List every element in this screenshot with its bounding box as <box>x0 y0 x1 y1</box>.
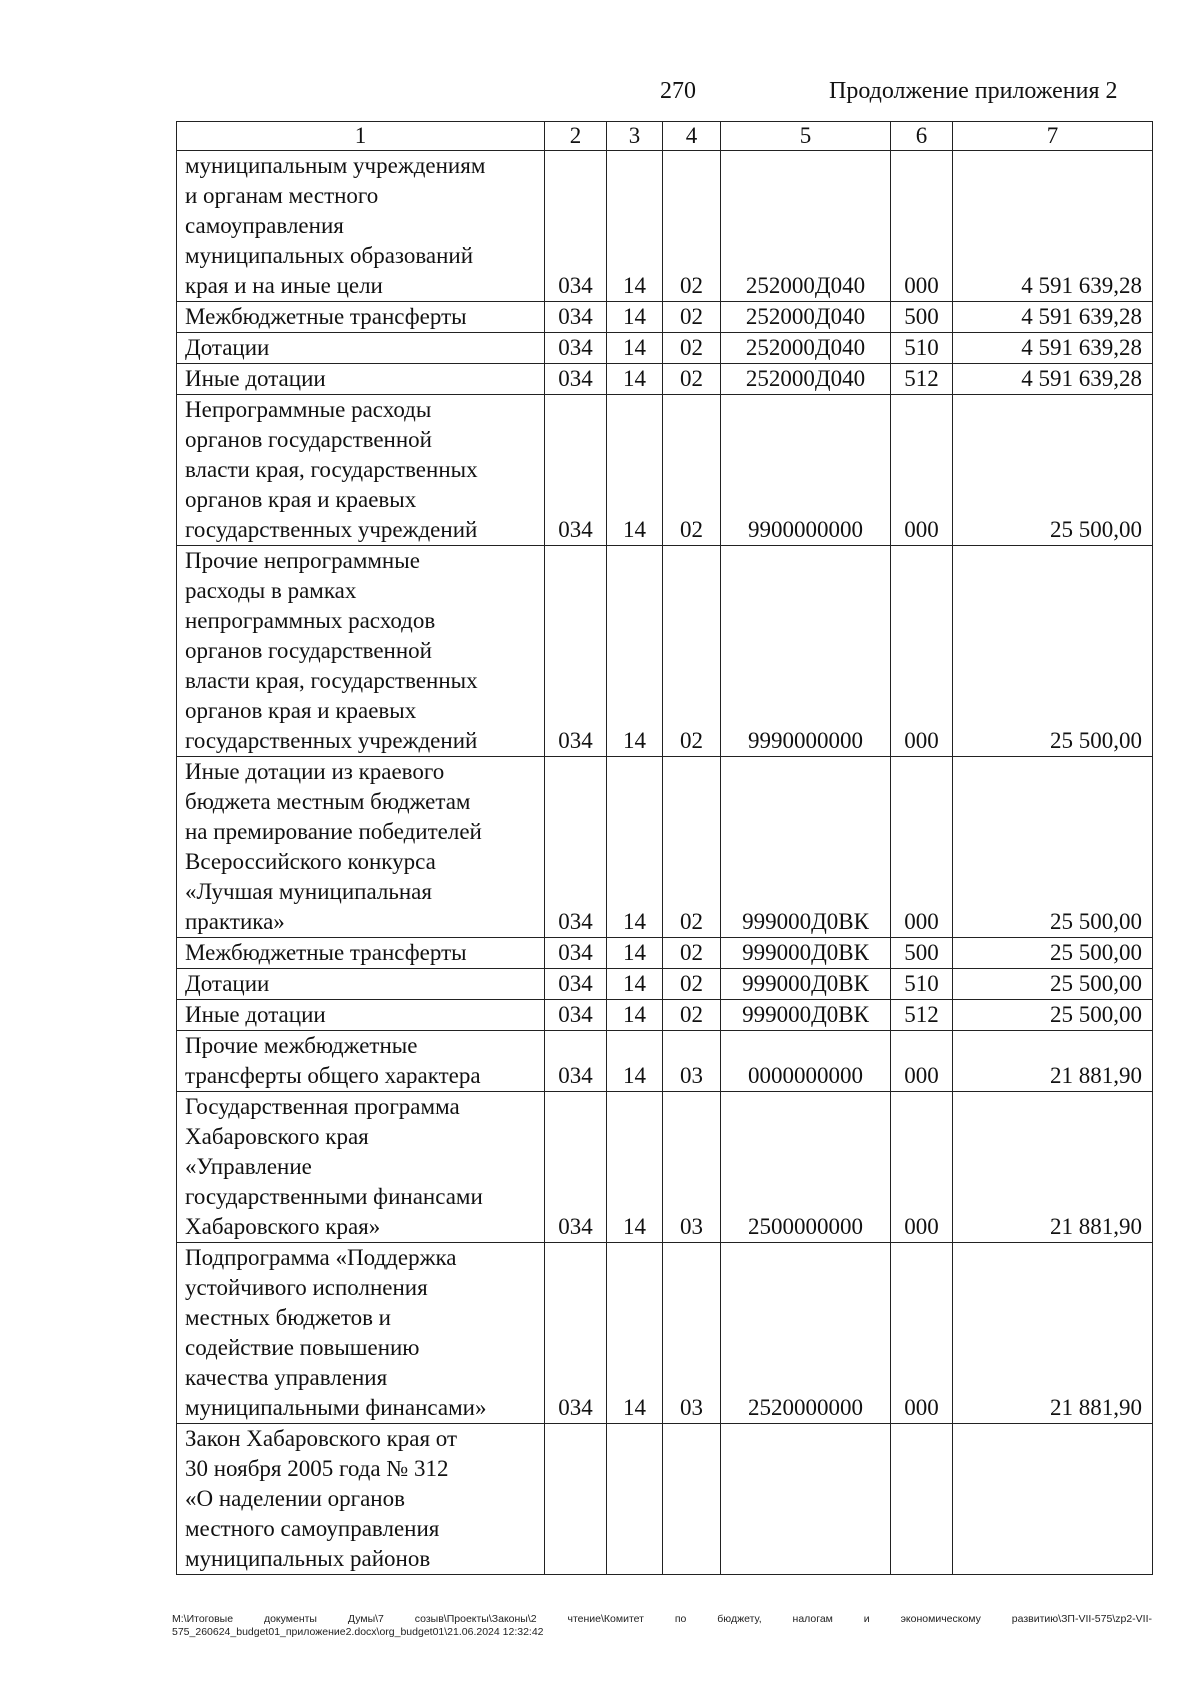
cell-section: 14 <box>607 969 663 1000</box>
description-line: Прочие непрограммные <box>185 548 420 573</box>
cell-target-article: 9990000000 <box>721 546 891 757</box>
table-row <box>177 333 1153 364</box>
description-line: Иные дотации <box>185 366 326 391</box>
cell-ministry-code <box>545 1424 607 1575</box>
cell-ministry-code: 034 <box>545 364 607 395</box>
cell-amount: 21 881,90 <box>953 1243 1153 1424</box>
description-line: муниципальным учреждениям <box>185 153 486 178</box>
cell-expense-type: 000 <box>891 395 953 546</box>
cell-target-article: 0000000000 <box>721 1031 891 1092</box>
table-row <box>177 757 1153 938</box>
cell-ministry-code: 034 <box>545 1092 607 1243</box>
cell-amount: 4 591 639,28 <box>953 151 1153 302</box>
cell-ministry-code: 034 <box>545 333 607 364</box>
cell-subsection: 03 <box>663 1031 721 1092</box>
description-line: Иные дотации <box>185 1002 326 1027</box>
cell-subsection: 02 <box>663 1000 721 1031</box>
cell-amount: 25 500,00 <box>953 757 1153 938</box>
column-header: 6 <box>891 122 953 151</box>
cell-subsection: 02 <box>663 333 721 364</box>
cell-subsection: 02 <box>663 757 721 938</box>
cell-ministry-code: 034 <box>545 1243 607 1424</box>
cell-subsection: 02 <box>663 969 721 1000</box>
cell-subsection: 02 <box>663 395 721 546</box>
cell-amount: 25 500,00 <box>953 395 1153 546</box>
cell-target-article: 252000Д040 <box>721 364 891 395</box>
cell-target-article: 999000Д0ВК <box>721 969 891 1000</box>
description-line: самоуправления <box>185 213 344 238</box>
cell-expense-type: 000 <box>891 1243 953 1424</box>
description-line: Государственная программа <box>185 1094 460 1119</box>
description-line: Иные дотации из краевого <box>185 759 445 784</box>
cell-ministry-code: 034 <box>545 302 607 333</box>
row-description <box>177 364 545 395</box>
cell-subsection: 03 <box>663 1092 721 1243</box>
budget-table <box>176 121 1153 1575</box>
cell-section: 14 <box>607 395 663 546</box>
description-line: непрограммных расходов <box>185 608 436 633</box>
cell-amount: 25 500,00 <box>953 938 1153 969</box>
description-line: «О наделении органов <box>185 1486 405 1511</box>
description-line: государственных учреждений <box>185 517 478 542</box>
description-line: муниципальных образований <box>185 243 474 268</box>
cell-target-article <box>721 1424 891 1575</box>
description-line: Хабаровского края <box>185 1124 369 1149</box>
description-line: муниципальными финансами» <box>185 1395 487 1420</box>
cell-ministry-code: 034 <box>545 1031 607 1092</box>
cell-expense-type: 000 <box>891 1031 953 1092</box>
cell-expense-type: 512 <box>891 1000 953 1031</box>
cell-section: 14 <box>607 1243 663 1424</box>
description-line: государственными финансами <box>185 1184 483 1209</box>
cell-expense-type <box>891 1424 953 1575</box>
table-row <box>177 969 1153 1000</box>
row-description <box>177 1243 545 1424</box>
cell-amount: 25 500,00 <box>953 969 1153 1000</box>
row-description <box>177 302 545 333</box>
cell-amount: 4 591 639,28 <box>953 333 1153 364</box>
cell-target-article: 999000Д0ВК <box>721 757 891 938</box>
cell-amount: 25 500,00 <box>953 1000 1153 1031</box>
cell-expense-type: 510 <box>891 969 953 1000</box>
description-line: и органам местного <box>185 183 379 208</box>
description-line: Дотации <box>185 971 270 996</box>
cell-expense-type: 000 <box>891 151 953 302</box>
description-line: Подпрограмма «Поддержка <box>185 1245 457 1270</box>
cell-section: 14 <box>607 1000 663 1031</box>
cell-section: 14 <box>607 364 663 395</box>
cell-expense-type: 000 <box>891 757 953 938</box>
row-description <box>177 1031 545 1092</box>
table-row <box>177 546 1153 757</box>
cell-expense-type: 000 <box>891 546 953 757</box>
cell-expense-type: 500 <box>891 302 953 333</box>
description-line: местных бюджетов и <box>185 1305 391 1330</box>
cell-subsection: 03 <box>663 1243 721 1424</box>
cell-target-article: 2520000000 <box>721 1243 891 1424</box>
cell-subsection <box>663 1424 721 1575</box>
cell-amount: 21 881,90 <box>953 1092 1153 1243</box>
description-line: органов края и краевых <box>185 698 417 723</box>
cell-ministry-code: 034 <box>545 1000 607 1031</box>
description-line: края и на иные цели <box>185 273 383 298</box>
continuation-label: Продолжение приложения 2 <box>829 78 1118 104</box>
row-description <box>177 546 545 757</box>
cell-amount: 21 881,90 <box>953 1031 1153 1092</box>
row-description <box>177 151 545 302</box>
description-line: государственных учреждений <box>185 728 478 753</box>
table-row <box>177 1000 1153 1031</box>
table-row <box>177 302 1153 333</box>
description-line: Межбюджетные трансферты <box>185 304 467 329</box>
description-line: Всероссийского конкурса <box>185 849 436 874</box>
column-header: 7 <box>953 122 1153 151</box>
table-row <box>177 1092 1153 1243</box>
description-line: органов края и краевых <box>185 487 417 512</box>
description-line: Дотации <box>185 335 270 360</box>
row-description <box>177 757 545 938</box>
cell-target-article: 252000Д040 <box>721 333 891 364</box>
cell-target-article: 9900000000 <box>721 395 891 546</box>
description-line: «Управление <box>185 1154 312 1179</box>
description-line: качества управления <box>185 1365 388 1390</box>
description-line: местного самоуправления <box>185 1516 440 1541</box>
row-description <box>177 333 545 364</box>
row-description <box>177 1424 545 1575</box>
cell-expense-type: 000 <box>891 1092 953 1243</box>
column-header: 3 <box>607 122 663 151</box>
cell-target-article: 2500000000 <box>721 1092 891 1243</box>
cell-section: 14 <box>607 938 663 969</box>
file-path-footer: М:\Итоговые документы Думы\7 созыв\Проекты\Законы\2 чтение\Комитет по бюджету, налогам и экономическому развитию\ЗП-VII-575\zp2-VII-575_260624_budget01_приложение2.docx\org_budget01\21.06.2024 12:32:42 <box>172 1613 1152 1638</box>
cell-target-article: 999000Д0ВК <box>721 938 891 969</box>
cell-ministry-code: 034 <box>545 969 607 1000</box>
cell-section: 14 <box>607 757 663 938</box>
cell-subsection: 02 <box>663 364 721 395</box>
row-description <box>177 1092 545 1243</box>
cell-amount: 4 591 639,28 <box>953 302 1153 333</box>
cell-ministry-code: 034 <box>545 938 607 969</box>
table-row <box>177 1243 1153 1424</box>
cell-subsection: 02 <box>663 151 721 302</box>
description-line: трансферты общего характера <box>185 1063 481 1088</box>
description-line: 30 ноября 2005 года № 312 <box>185 1456 449 1481</box>
cell-ministry-code: 034 <box>545 757 607 938</box>
description-line: власти края, государственных <box>185 668 478 693</box>
row-description <box>177 1000 545 1031</box>
cell-amount: 25 500,00 <box>953 546 1153 757</box>
row-description <box>177 969 545 1000</box>
column-header-row <box>177 122 1153 151</box>
column-header: 5 <box>721 122 891 151</box>
description-line: Хабаровского края» <box>185 1214 381 1239</box>
table-row <box>177 938 1153 969</box>
description-line: Прочие межбюджетные <box>185 1033 418 1058</box>
row-description <box>177 938 545 969</box>
description-line: Непрограммные расходы <box>185 397 432 422</box>
description-line: на премирование победителей <box>185 819 482 844</box>
table-row <box>177 364 1153 395</box>
column-header: 2 <box>545 122 607 151</box>
cell-ministry-code: 034 <box>545 395 607 546</box>
description-line: устойчивого исполнения <box>185 1275 428 1300</box>
cell-section: 14 <box>607 151 663 302</box>
description-line: бюджета местным бюджетам <box>185 789 471 814</box>
cell-expense-type: 512 <box>891 364 953 395</box>
cell-section: 14 <box>607 333 663 364</box>
cell-target-article: 252000Д040 <box>721 151 891 302</box>
description-line: содействие повышению <box>185 1335 420 1360</box>
cell-section: 14 <box>607 1092 663 1243</box>
column-header: 1 <box>177 122 545 151</box>
cell-amount <box>953 1424 1153 1575</box>
cell-section: 14 <box>607 546 663 757</box>
table-row <box>177 1424 1153 1575</box>
cell-subsection: 02 <box>663 546 721 757</box>
description-line: практика» <box>185 909 285 934</box>
table-row <box>177 1031 1153 1092</box>
description-line: Межбюджетные трансферты <box>185 940 467 965</box>
description-line: Закон Хабаровского края от <box>185 1426 458 1451</box>
cell-expense-type: 510 <box>891 333 953 364</box>
cell-ministry-code: 034 <box>545 151 607 302</box>
cell-section: 14 <box>607 1031 663 1092</box>
page-number: 270 <box>660 78 696 104</box>
table-row <box>177 151 1153 302</box>
cell-section: 14 <box>607 302 663 333</box>
cell-ministry-code: 034 <box>545 546 607 757</box>
cell-target-article: 999000Д0ВК <box>721 1000 891 1031</box>
description-line: расходы в рамках <box>185 578 357 603</box>
description-line: муниципальных районов <box>185 1546 431 1571</box>
cell-section <box>607 1424 663 1575</box>
description-line: органов государственной <box>185 638 432 663</box>
description-line: органов государственной <box>185 427 432 452</box>
cell-amount: 4 591 639,28 <box>953 364 1153 395</box>
table-body <box>177 151 1153 1575</box>
cell-expense-type: 500 <box>891 938 953 969</box>
table-row <box>177 395 1153 546</box>
cell-target-article: 252000Д040 <box>721 302 891 333</box>
cell-subsection: 02 <box>663 302 721 333</box>
cell-subsection: 02 <box>663 938 721 969</box>
column-header: 4 <box>663 122 721 151</box>
description-line: власти края, государственных <box>185 457 478 482</box>
description-line: «Лучшая муниципальная <box>185 879 432 904</box>
row-description <box>177 395 545 546</box>
